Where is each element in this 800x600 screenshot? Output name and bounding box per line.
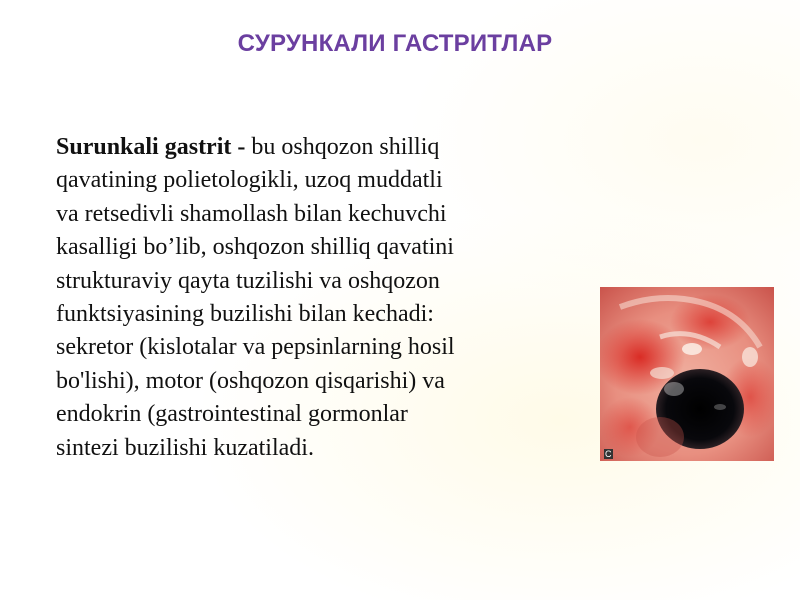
definition-line: va retsedivli shamollash bilan kechuvchi [56,200,447,227]
endoscopy-image [600,287,774,461]
slide-title: СУРУНКАЛИ ГАСТРИТЛАР [237,30,553,57]
image-label: C [605,449,612,459]
definition-line: qavatining polietologikli, uzoq muddatli [56,167,443,194]
definition-line: endokrin (gastrointestinal gormonlar [56,401,408,428]
definition-line: strukturaviy qayta tuzilishi va oshqozon [56,267,440,294]
definition-line: sintezi buzilishi kuzatiladi. [56,434,314,461]
definition-line: bu oshqozon shilliq [251,134,440,160]
definition-line: funktsiyasining buzilishi bilan kechadi: [56,301,434,328]
definition-separator: - [231,134,252,160]
definition-line: kasalligi bo’lib, oshqozon shilliq qavatini [56,234,454,261]
definition-term: Surunkali gastrit [56,134,232,160]
definition-line: bo'lishi), motor (oshqozon qisqarishi) va [56,367,445,394]
definition-paragraph [56,131,596,465]
definition-line: sekretor (kislotalar va pepsinlarning hosil [56,334,455,361]
